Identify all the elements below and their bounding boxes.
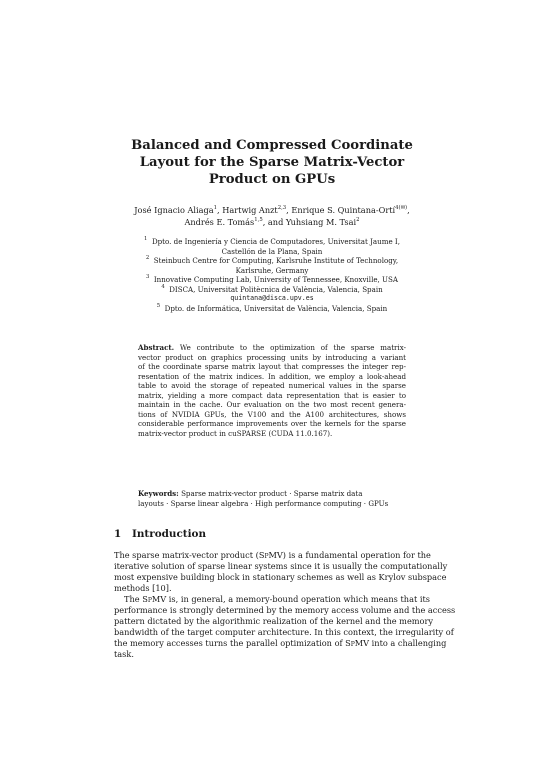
abstract-line: of the coordinate sparse matrix layout that compresses the integer rep- [138,362,406,371]
paper-title [120,137,424,188]
paragraph-line: pattern dictated by the algorithmic realization of the kernel and the memory [114,616,434,626]
paragraph-line: methods [10]. [114,583,172,593]
abstract-label: Abstract. [138,343,175,352]
affil-mark: 1 [213,205,218,211]
spmv-term: SpMV [142,594,167,604]
section-number: 1 [114,528,122,540]
abstract-line: table to avoid the storage of repeated numerical values in the sparse [138,381,406,390]
author-name: , Enrique S. Quintana-Ortí [286,205,396,215]
abstract-line [138,343,406,353]
keywords-text: Sparse matrix-vector product · Sparse matrix data [181,489,363,498]
keywords [138,489,406,508]
affiliation-line [100,256,444,266]
text-run: is, in general, a memory-bound operation which means that its [166,594,430,604]
title-line: Product on GPUs [208,172,336,187]
title-line: Balanced and Compressed Coordinate [131,138,413,153]
keywords-label: Keywords: [138,489,179,498]
affiliation-line [100,237,444,247]
text-run: into a challenging [369,638,447,648]
paragraph-line [114,638,447,649]
author-name: , Hartwig Anzt [217,205,278,215]
authors-line [90,217,454,229]
paragraph-line: performance is strongly determined by the memory access volume and the access [114,605,456,615]
affiliation-text: Dpto. de Ingeniería y Ciencia de Computadores, Universitat Jaume I, [151,237,400,246]
affiliation-text: Dpto. de Informática, Universitat de València, Valencia, Spain [164,303,388,313]
section-heading [114,528,206,540]
paragraph-line [114,594,430,605]
text-run: the memory accesses turns the parallel optimization of [114,638,346,648]
author-name: , and Yuhsiang M. Tsai [262,216,357,227]
spmv-term: SpMV [345,638,370,648]
affiliation-text: Innovative Computing Lab, University of Tennessee, Knoxville, USA [153,275,399,284]
affil-mark: 1,5 [254,216,263,223]
text-run: ) is a fundamental operation for the [282,550,431,560]
affil-mark: 5 [156,302,161,309]
keywords-line: layouts · Sparse linear algebra · High performance computing · GPUs [138,498,389,508]
abstract-line: considerable performance improvements over the kernels for the sparse [138,419,406,428]
spmv-term: SpMV [258,550,283,560]
paragraph-line: bandwidth of the target computer architecture. In this context, the irregularity of [114,627,454,637]
affil-mark: 1 [144,236,148,242]
text-run: The [124,594,143,604]
author-name: José Ignacio Aliaga [134,205,214,215]
email-link[interactable]: quintana@disca.upv.es [230,294,314,302]
author-list [90,205,454,228]
text-run: The sparse matrix-vector product ( [114,550,259,560]
keywords-line [138,489,406,499]
abstract-text: We contribute to the optimization of the sparse matrix- [179,343,406,352]
affiliation-line [100,275,444,285]
authors-line [90,205,454,217]
paragraph-line: iterative solution of sparse linear systems since it is usually the computationally [114,561,448,571]
affiliation-line: Castellón de la Plana, Spain [221,246,323,256]
affiliation-text: Steinbuch Centre for Computing, Karlsruhe Institute of Technology, [153,256,399,265]
intro-body [114,550,456,660]
abstract-line: maintain in the cache. Our evaluation on the two most recent genera- [138,400,406,409]
affil-mark: 2,3 [277,205,287,211]
abstract-line: matrix-vector product in cuSPARSE (CUDA 11.0.167). [138,428,333,438]
affil-mark: 3 [145,274,150,280]
paragraph-line: task. [114,649,134,659]
affil-mark: 2 [145,255,150,261]
affiliation-line [100,285,444,295]
title-line: Layout for the Sparse Matrix-Vector [139,155,405,170]
abstract-line: tions of NVIDIA GPUs, the V100 and the A100 architectures, shows [138,409,406,419]
author-sep: , [407,205,410,215]
affil-mark: 4 [161,283,165,290]
affil-mark: 4(✉) [395,205,408,211]
affiliation-text: DISCA, Universitat Politècnica de València, Valencia, Spain [169,284,383,294]
abstract-line: resentation of the matrix indices. In addition, we employ a look-ahead [138,371,406,381]
section-title: Introduction [132,528,206,540]
paragraph-line [114,550,430,561]
affiliation-line [100,304,444,314]
affil-mark: 2 [356,216,360,223]
affiliation-list [100,237,444,313]
author-name: Andrés E. Tomás [184,216,255,227]
paragraph-line: most expensive building block in stationary schemes as well as Krylov subspace [114,572,447,582]
affiliation-line: Karlsruhe, Germany [235,265,309,275]
abstract [138,343,406,438]
abstract-line: vector product on graphics processing units by introducing a variant [138,352,406,362]
abstract-line: matrix, yielding a more compact data representation that is easier to [138,390,406,400]
